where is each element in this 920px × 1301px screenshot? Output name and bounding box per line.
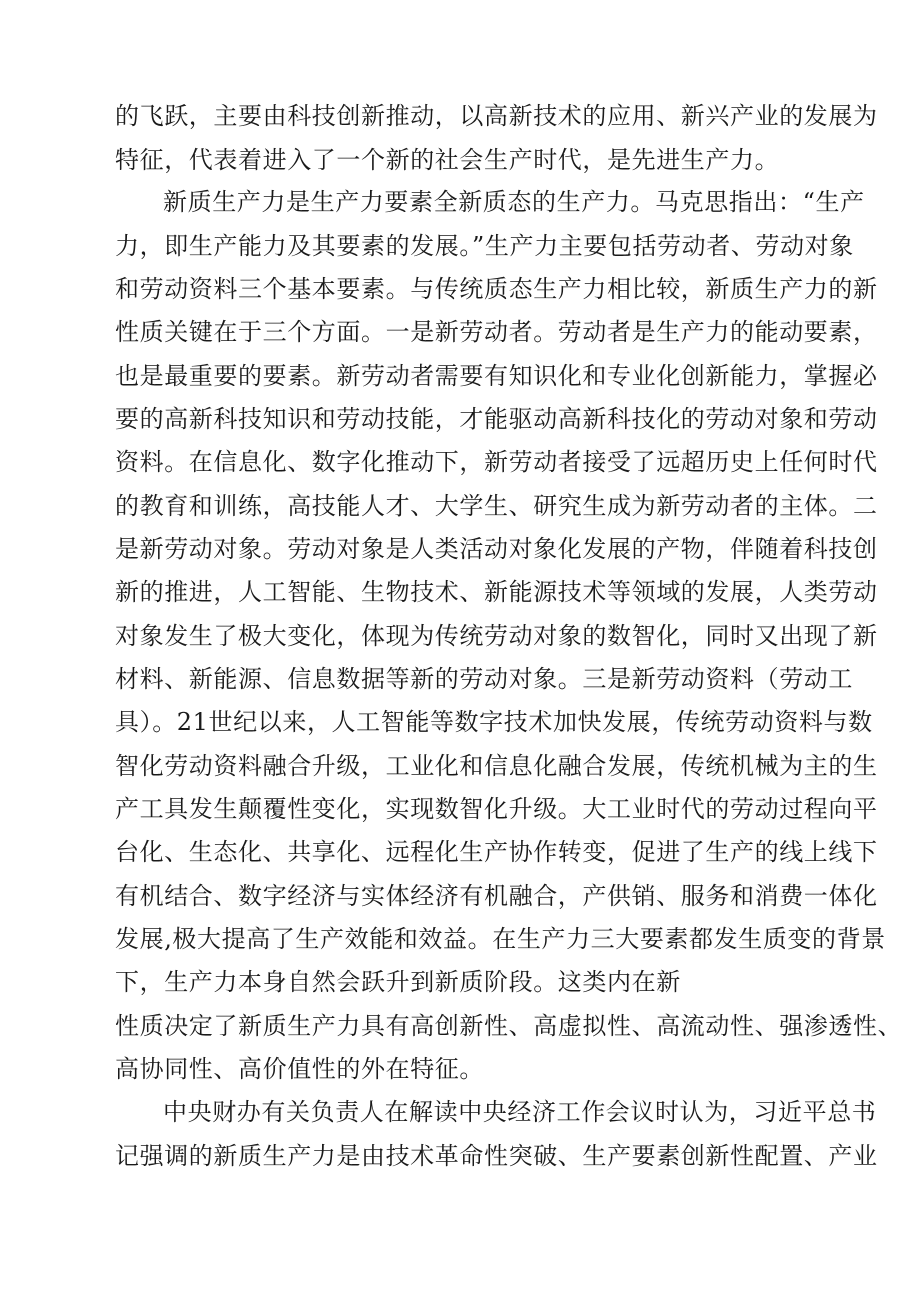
text-line: 对象发生了极大变化，体现为传统劳动对象的数智化，同时又出现了新	[115, 622, 878, 650]
text-line: 高协同性、高价值性的外在特征。	[115, 1055, 484, 1083]
text-line: 记强调的新质生产力是由技术革命性突破、生产要素创新性配置、产业	[115, 1142, 878, 1170]
text-line: 发展,极大提高了生产效能和效益。在生产力三大要素都发生质变的背景	[115, 925, 886, 953]
text-line: 性质关键在于三个方面。一是新劳动者。劳动者是生产力的能动要素，	[115, 318, 878, 346]
text-line: 新的推进，人工智能、生物技术、新能源技术等领域的发展，人类劳动	[115, 578, 878, 606]
text-line: 也是最重要的要素。新劳动者需要有知识化和专业化创新能力，掌握必	[115, 362, 878, 390]
text-line: 产工具发生颠覆性变化，实现数智化升级。大工业时代的劳动过程向平	[115, 795, 878, 823]
paragraph-start-line: 新质生产力是生产力要素全新质态的生产力。马克思指出：“生产	[163, 188, 865, 216]
text-line: 特征，代表着进入了一个新的社会生产时代，是先进生产力。	[115, 146, 780, 174]
text-line: 性质决定了新质生产力具有高创新性、高虚拟性、高流动性、强渗透性、	[115, 1012, 903, 1040]
text-line: 要的高新科技知识和劳动技能，才能驱动高新科技化的劳动对象和劳动	[115, 405, 878, 433]
text-line: 是新劳动对象。劳动对象是人类活动对象化发展的产物，伴随着科技创	[115, 535, 878, 563]
text-line: 台化、生态化、共享化、远程化生产协作转变，促进了生产的线上线下	[115, 838, 878, 866]
paragraph-start-line: 中央财办有关负责人在解读中央经济工作会议时认为，习近平总书	[163, 1098, 877, 1126]
text-line: 智化劳动资料融合升级，工业化和信息化融合发展，传统机械为主的生	[115, 752, 878, 780]
text-line: 材料、新能源、信息数据等新的劳动对象。三是新劳动资料（劳动工	[115, 665, 853, 693]
text-line: 的飞跃，主要由科技创新推动，以高新技术的应用、新兴产业的发展为	[115, 102, 878, 130]
text-line: 资料。在信息化、数字化推动下，新劳动者接受了远超历史上任何时代	[115, 448, 878, 476]
text-line: 有机结合、数字经济与实体经济有机融合，产供销、服务和消费一体化	[115, 882, 878, 910]
text-line: 力，即生产能力及其要素的发展。”生产力主要包括劳动者、劳动对象	[115, 232, 854, 260]
text-line: 下，生产力本身自然会跃升到新质阶段。这类内在新	[115, 968, 681, 996]
text-line: 的教育和训练，高技能人才、大学生、研究生成为新劳动者的主体。二	[115, 492, 878, 520]
text-line: 和劳动资料三个基本要素。与传统质态生产力相比较，新质生产力的新	[115, 275, 878, 303]
text-line: 具）。21世纪以来，人工智能等数字技术加快发展，传统劳动资料与数	[115, 708, 873, 736]
